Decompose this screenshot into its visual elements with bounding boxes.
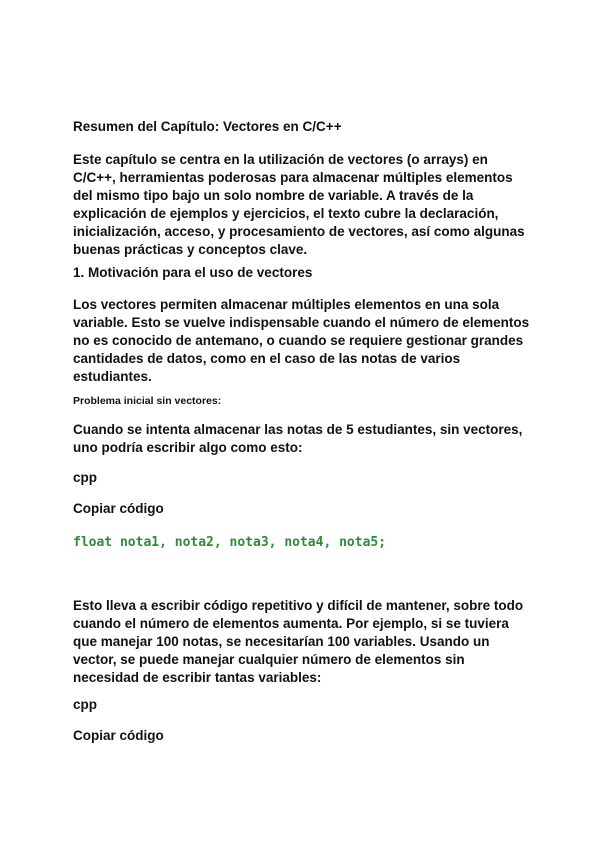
intro-paragraph: Este capítulo se centra en la utilización de vectores (o arrays) en C/C++, herramientas poderosas para almacenar múltiples elementos del mismo tipo bajo un solo nombre de variable. A través de la explicación de ejemplos y ejercicios, el texto cubre la declaración, inicialización, acceso, y procesamiento de vectores, así como algunas buenas prácticas y conceptos clave. [73,152,525,257]
repetitive-code-paragraph: Esto lleva a escribir código repetitivo y difícil de mantener, sobre todo cuando el número de elementos aumenta. Por ejemplo, si se tuviera que manejar 100 notas, se necesitarían 100 variables. Usando un vector, se puede manejar cualquier número de elementos sin necesidad de escribir tantas variables: [73,598,524,685]
document-title: Resumen del Capítulo: Vectores en C/C++ [73,119,342,134]
subheading-initial-problem: Problema inicial sin vectores: [73,395,222,407]
motivation-paragraph: Los vectores permiten almacenar múltiples elementos en una sola variable. Esto se vuelve indispensable cuando el número de elementos no es conocido de antemano, o cuando se requiere gestionar grandes cantidades de datos, como en el caso de las notas de varios estudiantes. [73,297,530,384]
problem-paragraph: Cuando se intenta almacenar las notas de 5 estudiantes, sin vectores, uno podría escribir algo como esto: [73,422,523,455]
code-snippet: float nota1, nota2, nota3, nota4, nota5; [73,535,387,550]
code-language-label: cpp [73,470,98,485]
section-heading-motivation: 1. Motivación para el uso de vectores [73,265,313,280]
code-language-label: cpp [73,697,98,712]
copy-code-button[interactable]: Copiar código [73,728,164,743]
copy-code-button[interactable]: Copiar código [73,501,164,516]
